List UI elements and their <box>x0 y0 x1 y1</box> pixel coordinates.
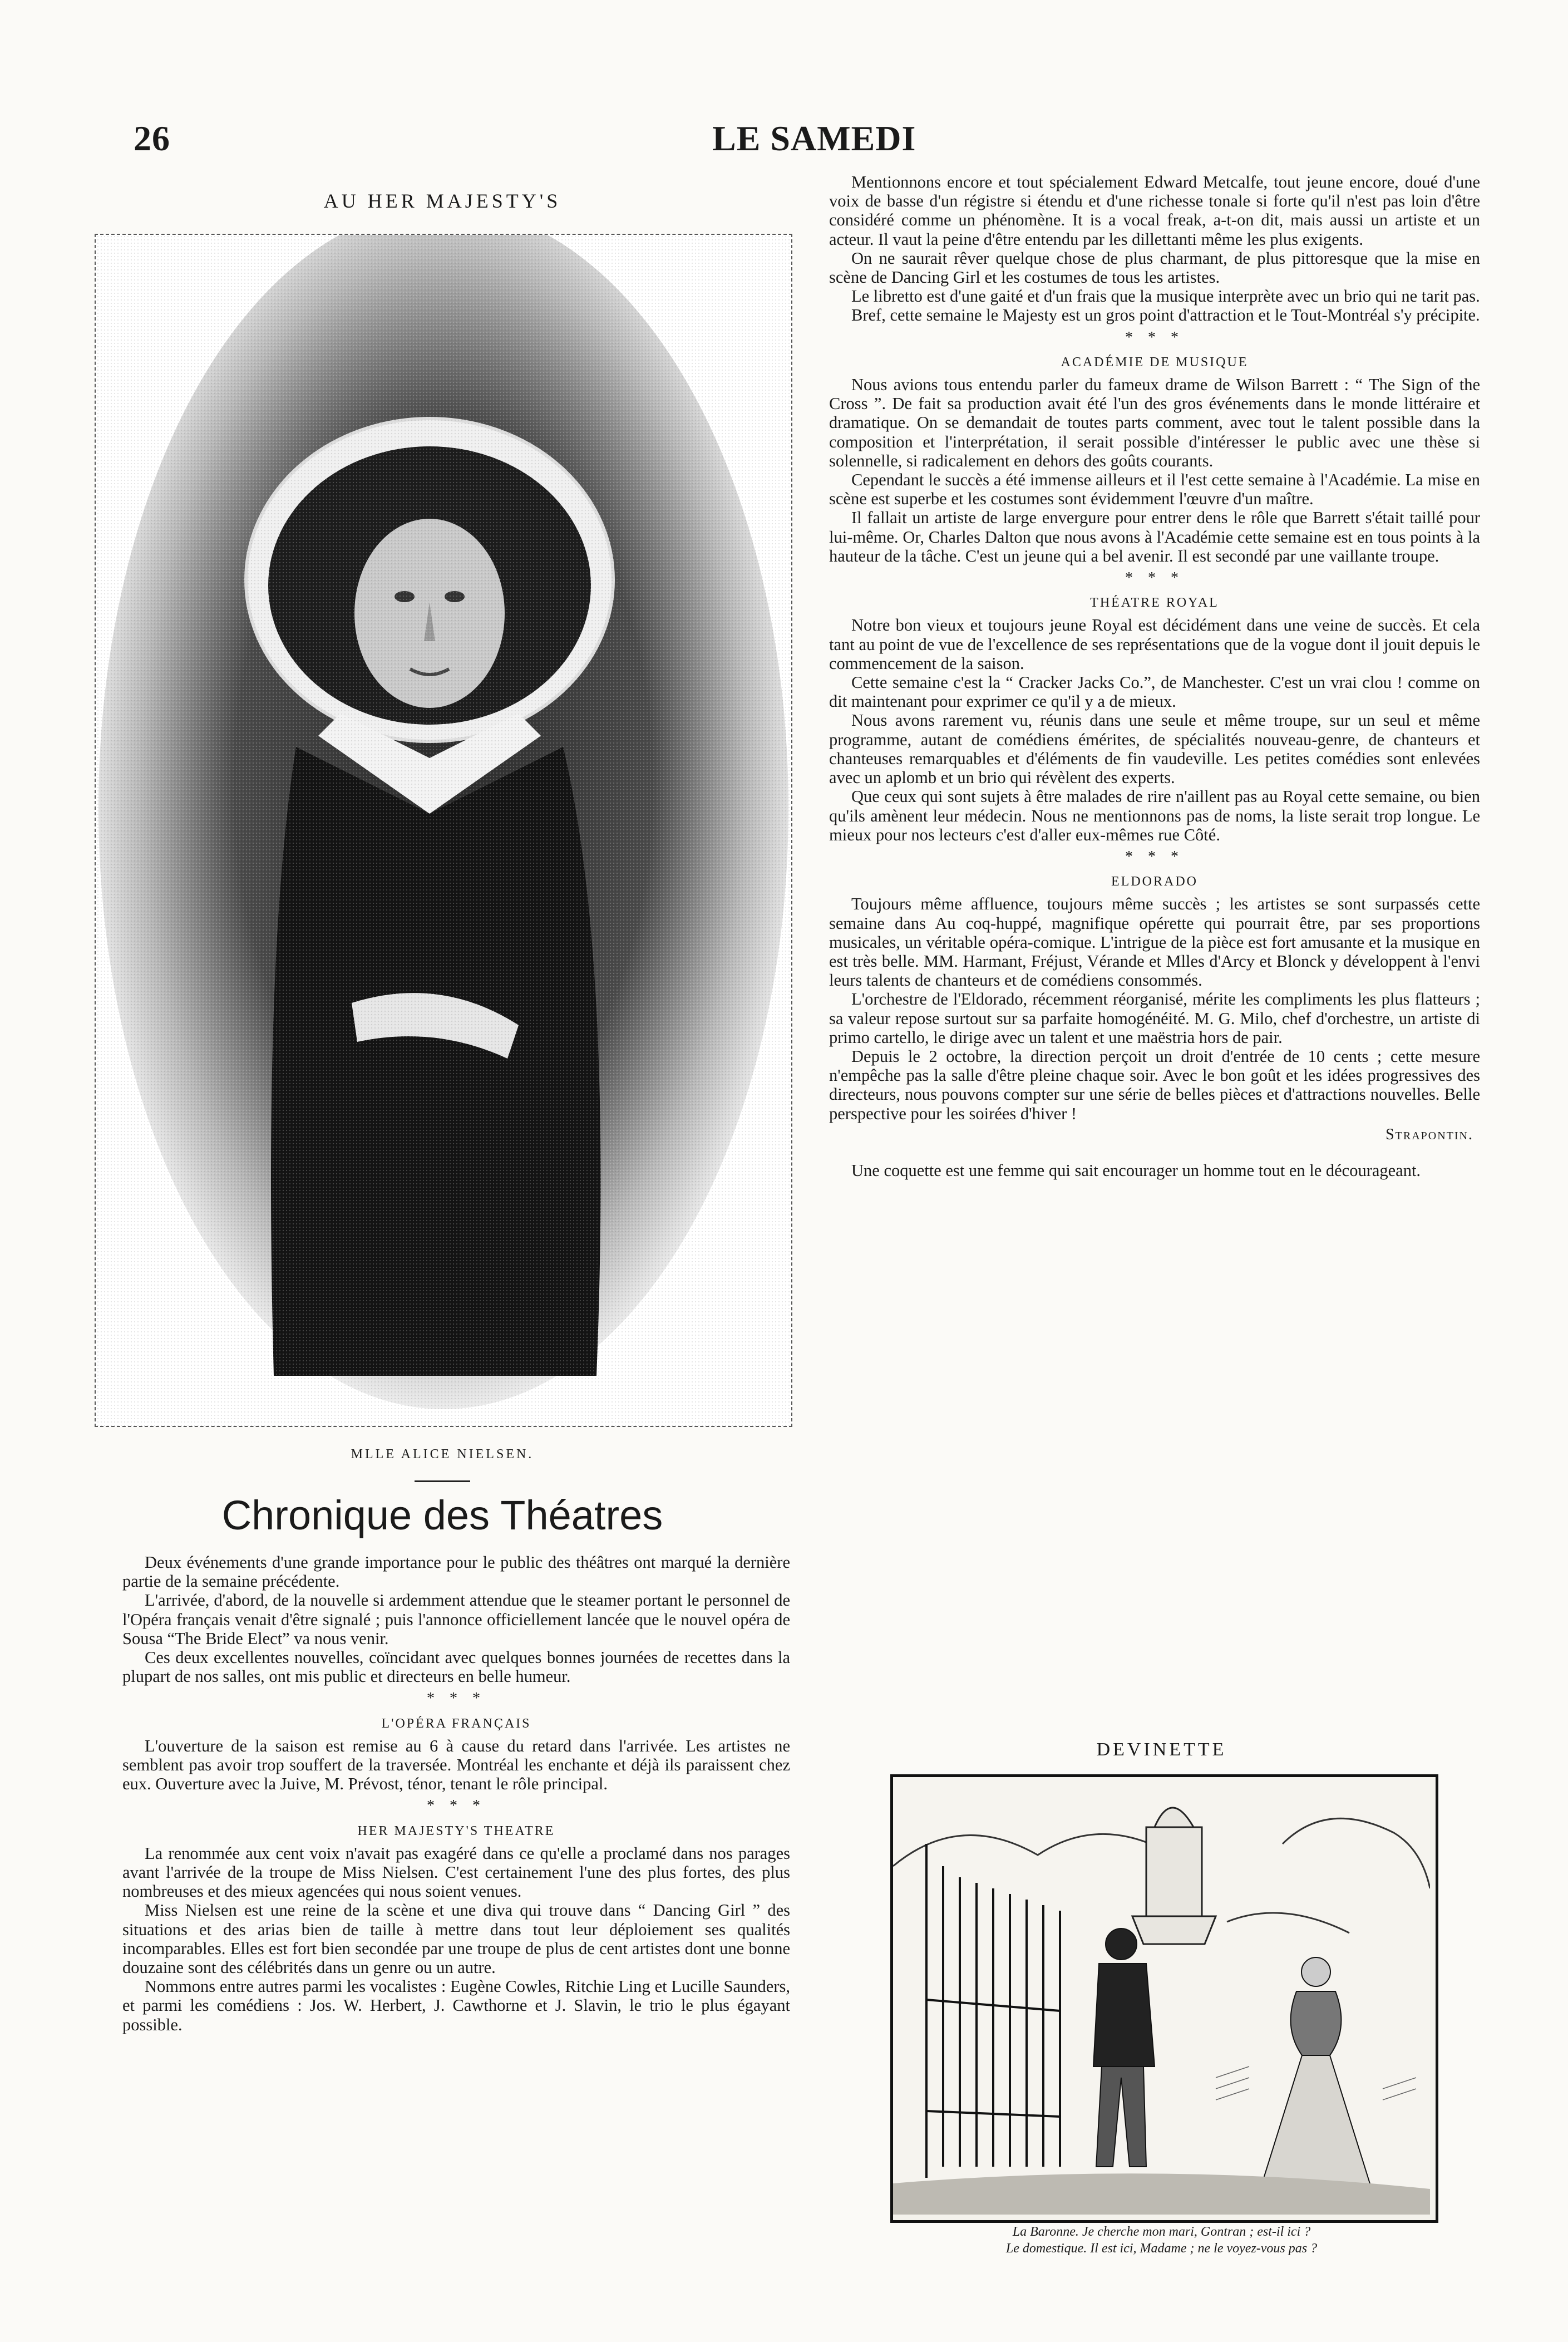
royal-paragraph-4: Que ceux qui sont sujets à être malades de rire n'aillent pas au Royal cette semaine, ou bien qu'ils amènent leur médecin. Nous ne mentionnons pas de noms, la liste serait trop longue. Le mieux pour nos lecteurs c'est d'aller eux-mêmes rue Côté. <box>829 787 1480 844</box>
royal-paragraph-1: Notre bon vieux et toujours jeune Royal est décidément dans une veine de succès. Et cela tant au point de vue de l'excellence de ses représentations que de la vogue dont il jouit depuis le commencement de la saison. <box>829 616 1480 673</box>
devinette-drawing <box>890 1774 1438 2223</box>
academie-paragraph-2: Cependant le succès a été immense ailleurs et il l'est cette semaine à l'Académie. La mise en scène est superbe et les costumes sont évidemment l'œuvre d'un maître. <box>829 470 1480 509</box>
section-heading-royal: THÉATRE ROYAL <box>1090 596 1219 611</box>
section-stars: * * * <box>427 1690 486 1708</box>
section-stars: * * * <box>427 1797 486 1815</box>
maxim-paragraph: Une coquette est une femme qui sait encourager un homme tout en le décourageant. <box>851 1160 1421 1180</box>
intro-paragraph-1: Deux événements d'une grande importance pour le public des théâtres ont marqué la dernière partie de la semaine précédente. <box>122 1553 790 1591</box>
right-column <box>829 173 1480 1180</box>
devinette-caption-line-2: Le domestique. Il est ici, Madame ; ne le voyez-vous pas ? <box>1005 2241 1318 2256</box>
eldorado-paragraph-1: Toujours même affluence, toujours même succès ; les artistes se sont surpassés cette semaine dans Au coq-huppé, magnifique opérette qui pourrait être, par ses proportions musicales, un véritable opéra-comique. L'intrigue de la pièce est fort amusante et la musique en est très belle. MM. Harmant, Fréjust, Vérande et Mlles d'Arcy et Blonck y développent à l'envi leurs talents de chanteurs et de comédiens consommés. <box>829 894 1480 990</box>
majesty-paragraph-1: La renommée aux cent voix n'avait pas exagéré dans ce qu'elle a proclamé dans nos parages avant l'arrivée de la troupe de Miss Nielsen. C'est certainement l'une des plus fortes, des plus nombreuses et des mieux agencées qui nous soient venues. <box>122 1843 790 1901</box>
academie-paragraph-1: Nous avions tous entendu parler du fameux drame de Wilson Barrett : “ The Sign of the Cross ”. De fait sa production avait été l'un des gros événements dans le monde littéraire et dramatique. On se demandait de toutes parts comment, avec tout le talent possible dans la composition et l'interprétation, il serait possible d'intéresser le public avec une thèse si solennelle, si radicalement en dehors des goûts courants. <box>829 375 1480 470</box>
portrait-illustration <box>96 235 791 1426</box>
photo-heading: AU HER MAJESTY'S <box>323 190 561 212</box>
section-heading-eldorado: ELDORADO <box>1111 874 1198 889</box>
intro-paragraph-3: Ces deux excellentes nouvelles, coïncidant avec quelques bonnes journées de recettes dans la plupart de nos salles, ont mis public et directeurs en belle humeur. <box>122 1648 790 1686</box>
eldorado-paragraph-3: Depuis le 2 octobre, la direction perçoit un droit d'entrée de 10 cents ; cette mesure n'empêche pas la salle d'être pleine chaque soir. Avec le bon goût et les idées progressives des directeurs, nous pouvons compter sur une série de belles pièces et d'attractions nouvelles. Belle perspective pour les soirées d'hiver ! <box>829 1046 1480 1123</box>
author-signature: Strapontin. <box>1385 1125 1473 1143</box>
majesty-paragraph-2: Miss Nielsen est une reine de la scène et une diva qui trouve dans “ Dancing Girl ” des situations et des arias bien de taille à mettre dans tout leur déploiement ses qualités incomparables. Elles est fort bien secondée par une troupe de plus de cent artistes dont une bonne douzaine sont des célébrités dans un genre ou un autre. <box>122 1901 790 1977</box>
section-heading-majesty: HER MAJESTY'S THEATRE <box>357 1823 555 1838</box>
academie-paragraph-3: Il fallait un artiste de large envergure pour entrer dens le rôle que Barrett s'était taillé pour lui-même. Or, Charles Dalton que nous avons à l'Académie cette semaine est en tous points à la hauteur de la tâche. C'est un jeune qui a bel avenir. Il est secondé par une vaillante troupe. <box>829 508 1480 565</box>
page-number: 26 <box>134 119 170 158</box>
chronique-title: Chronique des Théatres <box>221 1492 663 1538</box>
section-heading-academie: ACADÉMIE DE MUSIQUE <box>1061 355 1249 370</box>
section-stars: * * * <box>1125 569 1184 587</box>
devinette-caption <box>890 2223 1433 2257</box>
caption-divider <box>415 1480 470 1482</box>
continuation-paragraph-1: Mentionnons encore et tout spécialement Edward Metcalfe, tout jeune encore, doué d'une voix de basse d'un régistre si étendu et d'une richesse tonale si forte qu'il n'est pas loin d'être considéré comme un phénomène. It is a vocal freak, a-t-on dit, mais aussi un artiste et un acteur. Il vaut la peine d'être entendu par les dillettanti même les plus exigents. <box>829 173 1480 249</box>
opera-paragraph-1: L'ouverture de la saison est remise au 6 à cause du retard dans l'arrivée. Les artistes ne semblent pas avoir trop souffert de la traversée. Montréal les enchante et déjà ils paraissent chez eux. Ouverture avec la Juive, M. Prévost, ténor, tenant le rôle principal. <box>122 1736 790 1794</box>
section-stars: * * * <box>1125 328 1184 346</box>
portrait-photo <box>95 234 792 1427</box>
section-heading-opera: L'OPÉRA FRANÇAIS <box>381 1716 531 1731</box>
majesty-paragraph-3: Nommons entre autres parmi les vocalistes : Eugène Cowles, Ritchie Ling et Lucille Saunders, et parmi les comédiens : Jos. W. Herbert, J. Cawthorne et J. Slavin, le trio le plus égayant possible. <box>122 1977 790 2034</box>
devinette-illustration <box>893 1777 1430 2215</box>
royal-paragraph-3: Nous avons rarement vu, réunis dans une seule et même troupe, sur un seul et même programme, autant de comédiens émérites, de spécialités nouveau-genre, de chanteurs et chanteuses remarquables et d'éléments de fin vaudeville. Les petites comédies sont enlevées avec un aplomb et un brio qui révèlent des experts. <box>829 711 1480 788</box>
section-stars: * * * <box>1125 848 1184 865</box>
intro-paragraph-2: L'arrivée, d'abord, de la nouvelle si ardemment attendue que le steamer portant le personnel de l'Opéra français venait d'être signalé ; puis l'annonce officiellement lancée que le nouvel opéra de Sousa “The Bride Elect” va nous venir. <box>122 1591 790 1648</box>
continuation-paragraph-2: On ne saurait rêver quelque chose de plus charmant, de plus pittoresque que la mise en scène de Dancing Girl et les costumes de tous les artistes. <box>829 248 1480 287</box>
royal-paragraph-2: Cette semaine c'est la “ Cracker Jacks Co.”, de Manchester. C'est un vrai clou ! comme on dit maintenant pour exprimer ce qu'il y a de mieux. <box>829 673 1480 711</box>
devinette-heading: DEVINETTE <box>1096 1739 1227 1760</box>
newspaper-title: LE SAMEDI <box>712 119 916 158</box>
eldorado-paragraph-2: L'orchestre de l'Eldorado, récemment réorganisé, mérite les compliments les plus flatteurs ; sa valeur repose surtout sur sa parfaite homogénéité. M. G. Milo, chef d'orchestre, un artiste di primo cartello, le dirige avec un talent et une maëstria hors de pair. <box>829 990 1480 1047</box>
devinette-caption-line-1: La Baronne. Je cherche mon mari, Gontran ; est-il ici ? <box>1012 2225 1311 2239</box>
photo-caption: MLLE ALICE NIELSEN. <box>351 1447 534 1462</box>
continuation-paragraph-3: Le libretto est d'une gaité et d'un frais que la musique interprète avec un brio qui ne tarit pas. <box>851 287 1480 306</box>
left-column <box>122 1553 790 2034</box>
continuation-paragraph-4: Bref, cette semaine le Majesty est un gros point d'attraction et le Tout-Montréal s'y précipite. <box>851 306 1480 325</box>
